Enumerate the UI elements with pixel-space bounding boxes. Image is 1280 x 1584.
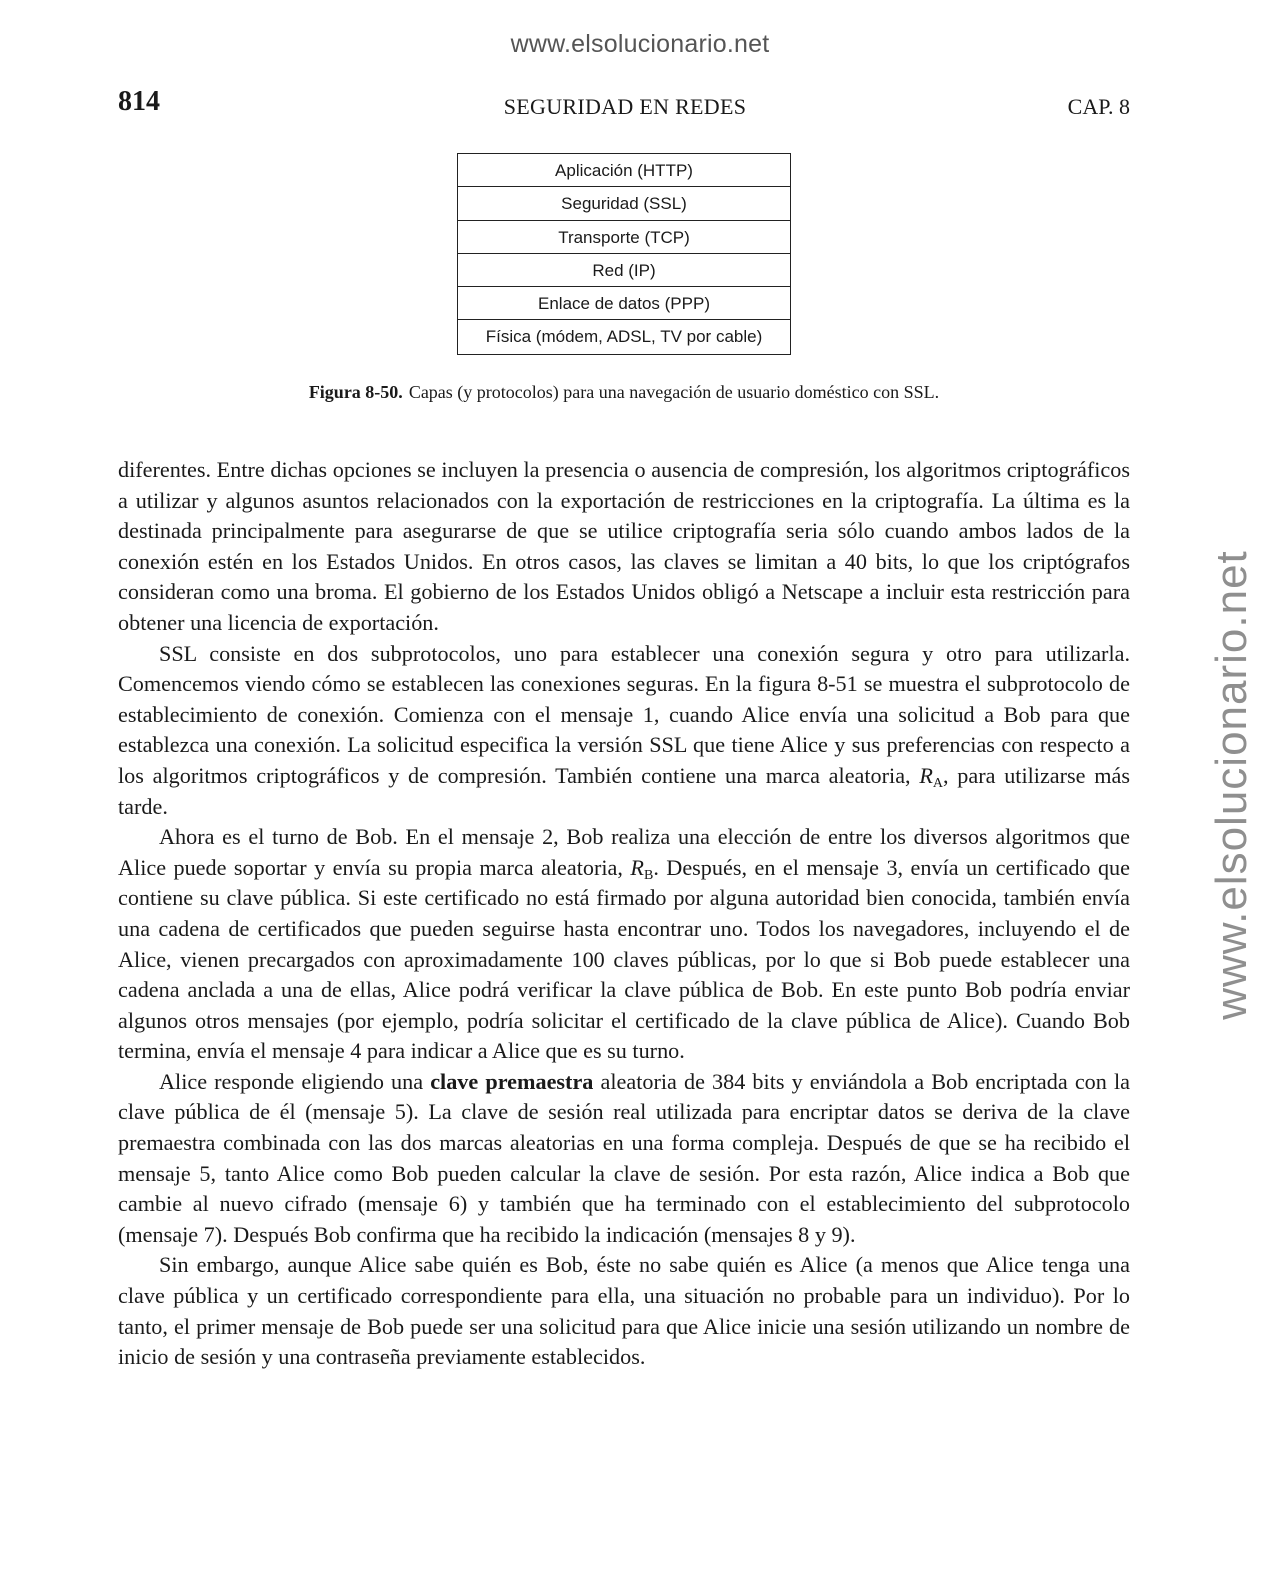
random-var-sub: B	[643, 867, 654, 883]
paragraph-1: diferentes. Entre dichas opciones se incluyen la presencia o ausencia de compresión, los algoritmos criptográficos a utilizar y algunos asuntos relacionados con la exportación de restricciones en la criptografía. La última es la destinada principalmente para asegurarse de que se utilice criptografía seria sólo cuando ambos lados de la conexión estén en los Estados Unidos. En otros casos, las claves se limitan a 40 bits, lo que los criptógrafos consideran como una broma. El gobierno de los Estados Unidos obligó a Netscape a incluir esta restricción para obtener una licencia de exportación.	[118, 457, 1130, 635]
watermark-side: www.elsolucionario.net	[1207, 550, 1256, 1020]
random-var: R	[630, 854, 644, 880]
figure-caption	[0, 382, 1248, 403]
bold-term: clave premaestra	[430, 1068, 594, 1094]
paragraph-2: SSL consiste en dos subprotocolos, uno para establecer una conexión segura y otro para utilizarla. Comencemos viendo cómo se establecen las conexiones seguras. En la figura 8-51 se muestra el subprotocolo de establecimiento de conexión. Comienza con el mensaje 1, cuando Alice envía una solicitud a Bob para que establezca una conexión. La solicitud especifica la versión SSL que tiene Alice y sus preferencias con respecto a los algoritmos criptográficos y de compresión. También contiene una marca aleatoria, $R_A$, para utilizarse más tarde.	[118, 640, 1130, 819]
layer-network: Red (IP)	[458, 254, 790, 287]
paragraph-5: Sin embargo, aunque Alice sabe quién es Bob, éste no sabe quién es Alice (a menos que Alice tenga una clave pública y un certificado correspondiente para ella, una situación no probable para un individuo). Por lo tanto, el primer mensaje de Bob puede ser una solicitud para que Alice inicie una sesión utilizando un nombre de inicio de sesión y una contraseña previamente establecidos.	[118, 1252, 1130, 1370]
page-number: 814	[118, 86, 160, 117]
caption-label: Figura 8-50.	[308, 382, 403, 402]
protocol-stack-figure	[457, 153, 791, 355]
layer-application: Aplicación (HTTP)	[458, 154, 790, 187]
paragraph-3: Ahora es el turno de Bob. En el mensaje 2, Bob realiza una elección de entre los diversos algoritmos que Alice puede soportar y envía su propia marca aleatoria, $R_B$. Después, en el mensaje 3, envía un certificado que contiene su clave pública. Si este certificado no está firmado por alguna autoridad bien conocida, también envía una cadena de certificados que pueden seguirse hasta encontrar uno. Todos los navegadores, incluyendo el de Alice, vienen precargados con aproximadamente 100 claves públicas, por lo que si Bob puede establecer una cadena anclada a una de ellas, Alice podrá verificar la clave pública de Bob. En este punto Bob podría enviar algunos otros mensajes (por ejemplo, podría solicitar el certificado de la clave pública de Alice). Cuando Bob termina, envía el mensaje 4 para indicar a Alice que es su turno.	[118, 824, 1130, 1064]
layer-data-link: Enlace de datos (PPP)	[458, 287, 790, 320]
random-var-sub: A	[932, 775, 944, 791]
layer-transport: Transporte (TCP)	[458, 221, 790, 254]
layer-physical: Física (módem, ADSL, TV por cable)	[485, 327, 763, 347]
caption-text: Capas (y protocolos) para una navegación de usuario doméstico con SSL.	[408, 382, 940, 402]
body-text	[118, 455, 1130, 1373]
running-title: SEGURIDAD EN REDES	[503, 94, 747, 119]
chapter-label: CAP. 8	[1067, 94, 1130, 119]
paragraph-4: Alice responde eligiendo una clave premaestra aleatoria de 384 bits y enviándola a Bob encriptada con la clave pública de él (mensaje 5). La clave de sesión real utilizada para encriptar datos se deriva de la clave premaestra combinada con las dos marcas aleatorias en una forma compleja. Después de que se ha recibido el mensaje 5, tanto Alice como Bob pueden calcular la clave de sesión. Por esta razón, Alice indica a Bob que cambie al nuevo cifrado (mensaje 6) y también que ha terminado con el establecimiento del subprotocolo (mensaje 7). Después Bob confirma que ha recibido la indicación (mensajes 8 y 9).	[118, 1068, 1130, 1247]
watermark-top: www.elsolucionario.net	[510, 30, 770, 58]
layer-security: Seguridad (SSL)	[458, 187, 790, 220]
random-var: R	[919, 762, 933, 788]
